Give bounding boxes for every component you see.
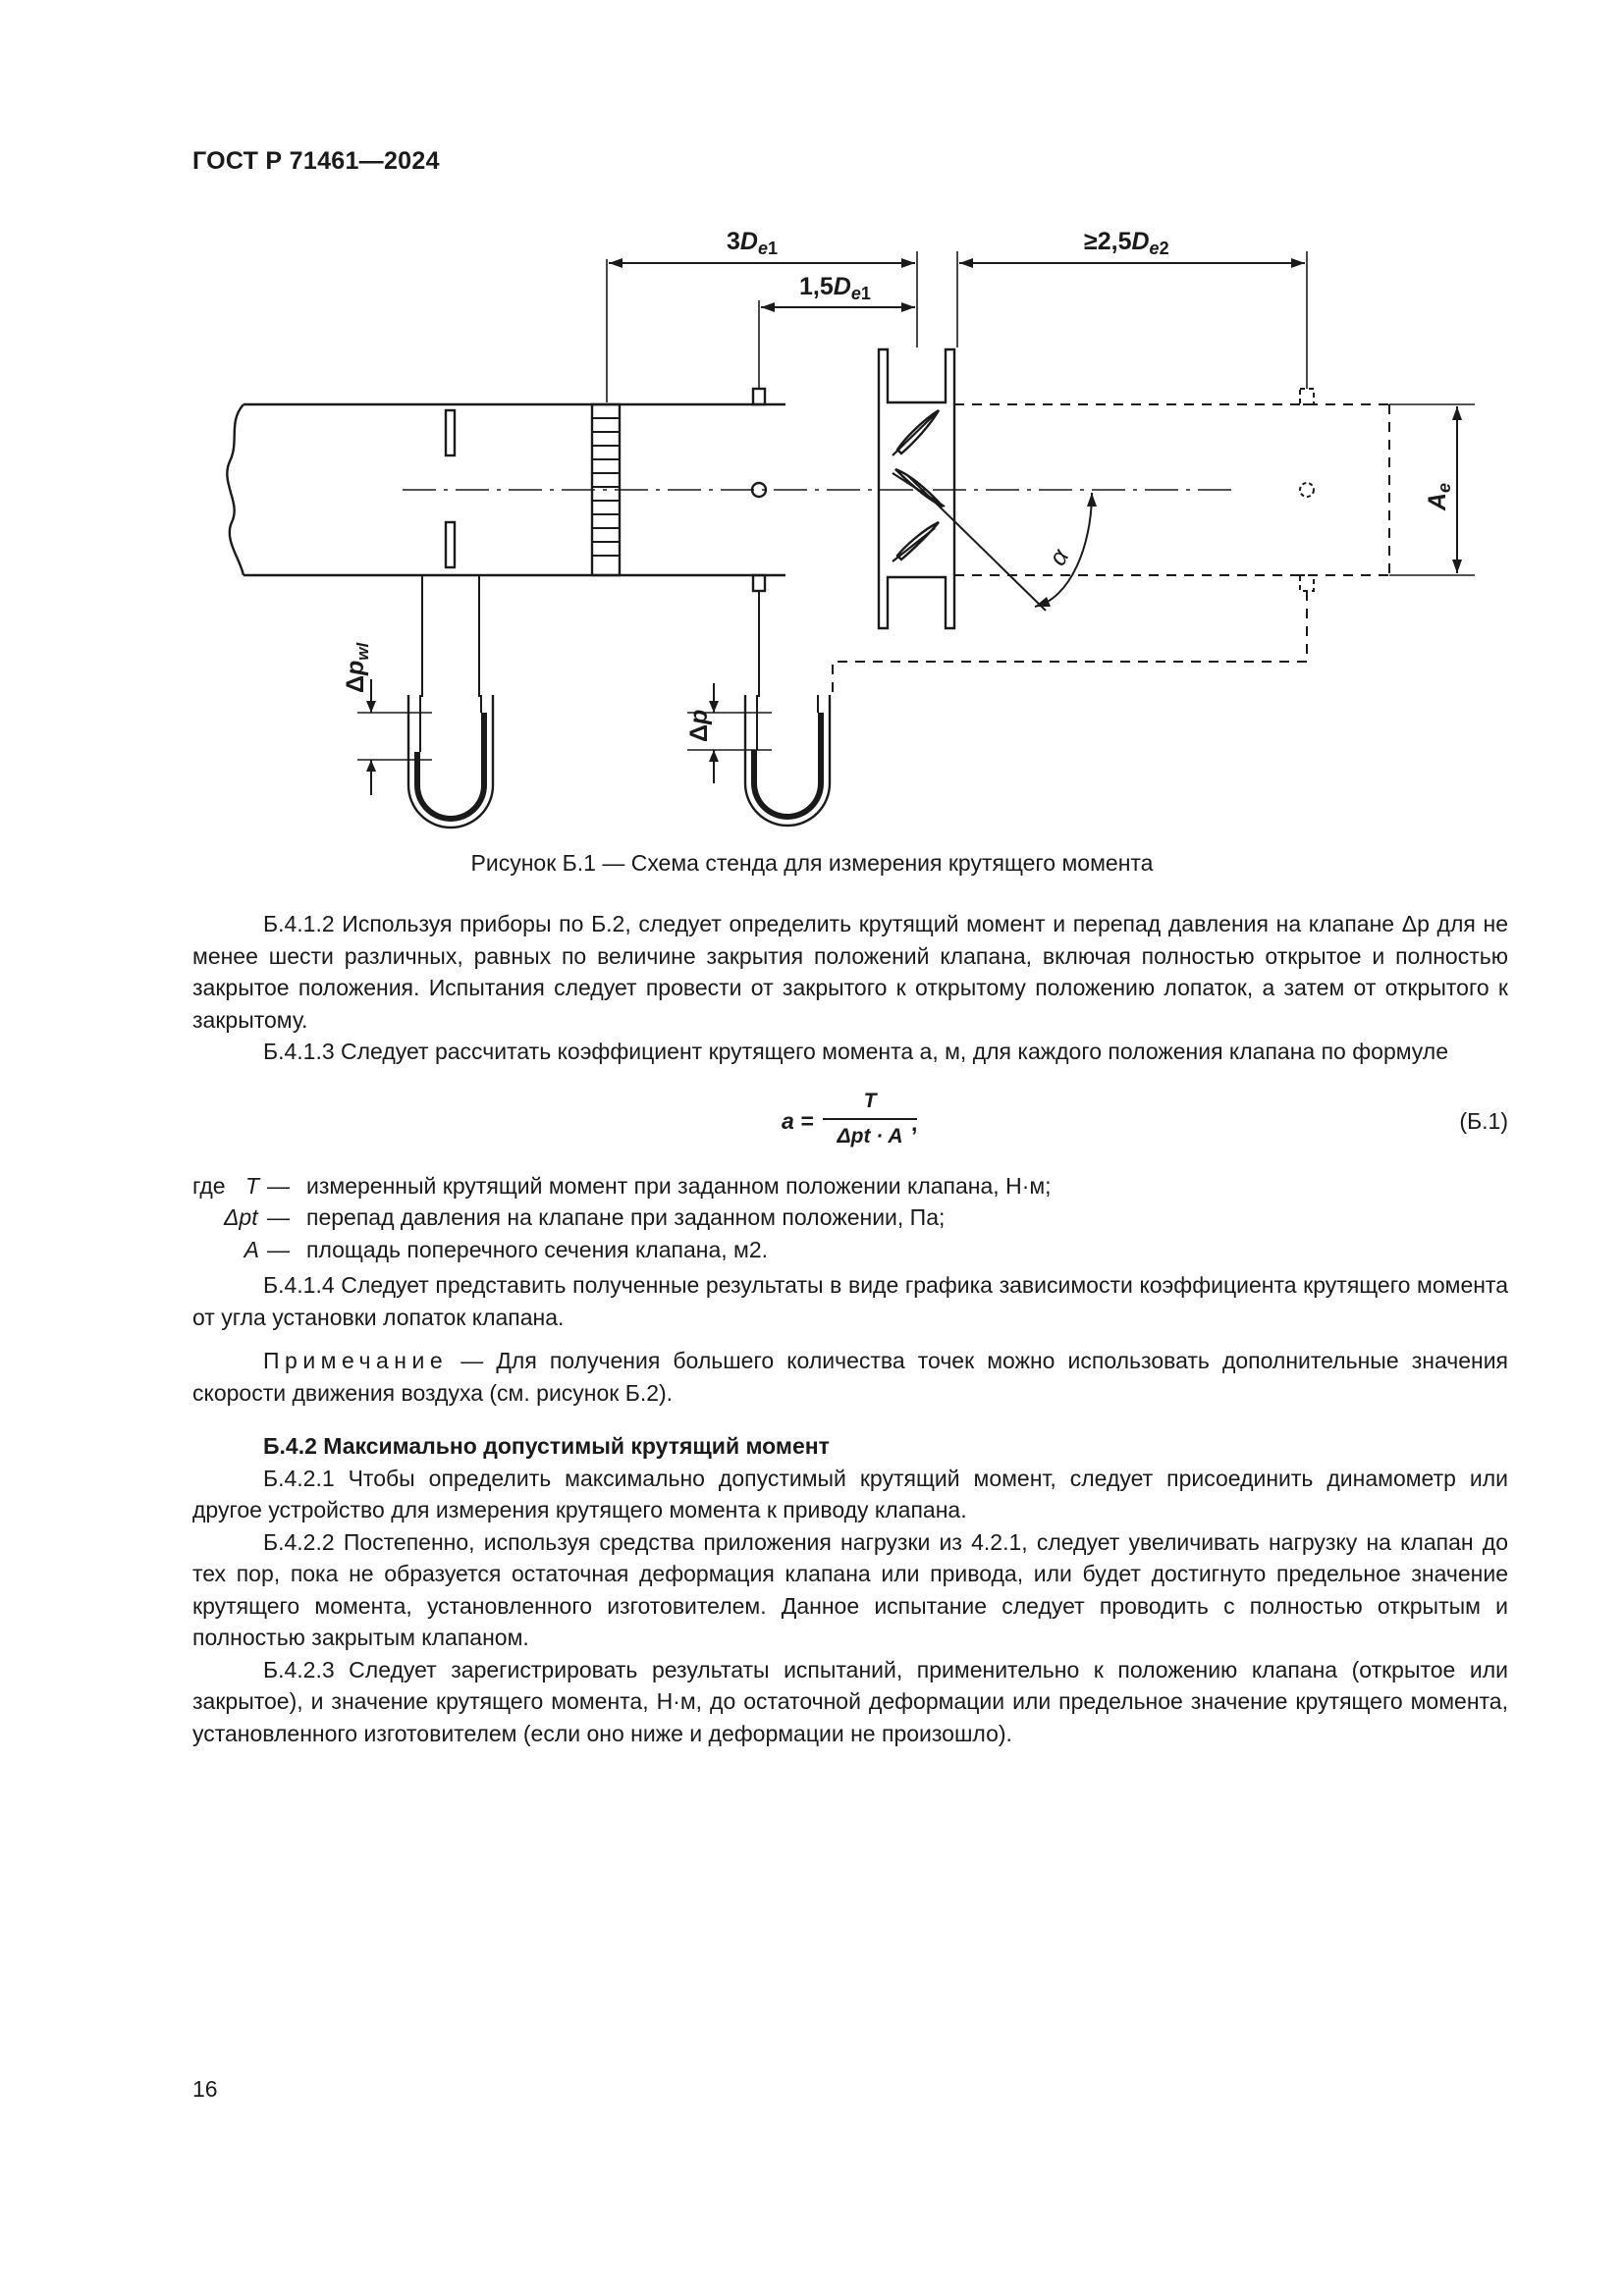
definition-text: площадь поперечного сечения клапана, м2. <box>306 1236 769 1262</box>
dim-label-25de2: $\ge 2,5D_e2$ <box>1084 228 1169 258</box>
test-bench-diagram <box>216 216 1512 834</box>
dim-label-3de1: $3D_e1$ <box>727 228 778 258</box>
definition-symbol: Δpt <box>224 1204 258 1230</box>
paragraph-b4-2-3: Б.4.2.3 Следует зарегистрировать результаты испытаний, применительно к положению клапана (открытое или закрытое), и значение крутящего момента, Н·м, до остаточной деформации или предельное значение крутящего момента, установленного изготовителем (если оно ниже и деформации не произошло). <box>192 1656 1508 1746</box>
formula-number: (Б.1) <box>1459 1107 1508 1134</box>
label-dpwl: $\Delta p_{wl}$ <box>342 642 372 693</box>
formula-b1 <box>192 1082 1508 1158</box>
definition-row <box>192 1201 1508 1234</box>
definition-symbol: T <box>244 1172 259 1199</box>
section-title-b4-2: Б.4.2 Максимально допустимый крутящий момент <box>263 1433 830 1459</box>
definition-row <box>192 1234 1508 1266</box>
document-header: ГОСТ Р 71461—2024 <box>192 147 440 175</box>
formula-fraction <box>823 1086 917 1153</box>
definition-list <box>192 1170 1508 1266</box>
definition-symbol: A <box>244 1236 259 1262</box>
paragraph-b4-1-3: Б.4.1.3 Следует рассчитать коэффициент крутящего момента a, м, для каждого положения клапана по формуле <box>263 1039 1449 1064</box>
formula-lhs: a = <box>782 1107 814 1134</box>
formula-numerator: T <box>823 1086 917 1121</box>
paragraph-b4-2-2: Б.4.2.2 Постепенно, используя средства приложения нагрузки из 4.2.1, следует увеличивать нагрузку на клапан до тех пор, пока не образуется остаточная деформация клапана или привода, или будет достигнуто предельное значение крутящего момента, установленного изготовителем. Данное испытание следует проводить с полностью открытым и полностью закрытым клапаном. <box>192 1528 1508 1650</box>
manometer-left <box>408 695 493 828</box>
paragraph-b4-2-1: Б.4.2.1 Чтобы определить максимально допустимый крутящий момент, следует присоединить динамометр или другое устройство для измерения крутящего момента к приводу клапана. <box>192 1465 1508 1522</box>
formula-comma: , <box>911 1109 918 1136</box>
manometer-middle <box>745 695 830 826</box>
label-alpha: α <box>1043 544 1075 570</box>
definition-text: измеренный крутящий момент при заданном положении клапана, Н·м; <box>306 1172 1052 1199</box>
formula-denominator: Δpt · A <box>837 1125 903 1148</box>
page-number: 16 <box>192 2076 218 2102</box>
document-body <box>192 908 1508 1749</box>
note-paragraph <box>192 1345 1508 1409</box>
paragraph-b4-1-2: Б.4.1.2 Используя приборы по Б.2, следует определить крутящий момент и перепад давления на клапане Δp для не менее шести различных, равных по величине закрытия положений клапана, включая полностью открытое и полностью закрытое положения. Испытания следует провести от закрытого к открытому положению лопаток, а затем от открытого к закрытому. <box>192 911 1508 1033</box>
definition-dash: — <box>267 1236 290 1262</box>
note-text: — Для получения большего количества точек можно использовать дополнительные значения скорости движения воздуха (см. рисунок Б.2). <box>192 1348 1509 1406</box>
paragraph-b4-1-4: Б.4.1.4 Следует представить полученные результаты в виде графика зависимости коэффициента крутящего момента от угла установки лопаток клапана. <box>192 1272 1508 1330</box>
definition-text: перепад давления на клапане при заданном положении, Па; <box>306 1204 946 1230</box>
definition-dash: — <box>267 1172 290 1199</box>
definition-dash: — <box>267 1204 290 1230</box>
definition-row <box>192 1170 1508 1202</box>
figure-caption: Рисунок Б.1 — Схема стенда для измерения крутящего момента <box>470 850 1154 876</box>
dim-label-15de1: $1,5D_e1$ <box>799 273 871 303</box>
note-label: Примечание <box>263 1348 449 1373</box>
label-ae: $A_e$ <box>1424 482 1454 510</box>
label-dp: Δp <box>685 709 713 742</box>
definition-where: где <box>192 1172 226 1199</box>
